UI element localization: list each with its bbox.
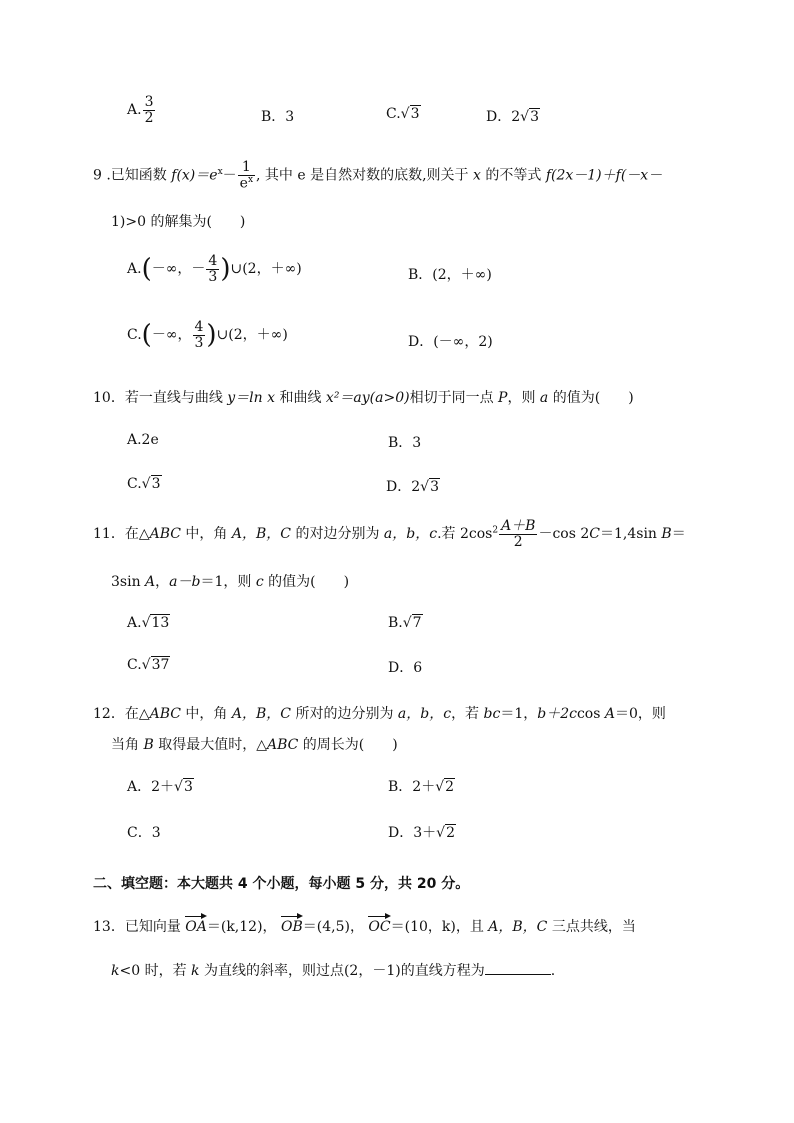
text: ，若	[451, 706, 484, 722]
option-label: A．2＋	[127, 779, 175, 795]
q9-option-a	[127, 254, 302, 284]
sqrt-symbol: √3	[400, 106, 420, 122]
option-label: D．2	[486, 109, 521, 125]
q8-option-b: B．3	[261, 109, 295, 125]
text: ＝(k,12)，	[206, 919, 277, 935]
sqrt-symbol: √3	[420, 479, 439, 495]
sqrt-symbol: √2	[436, 825, 455, 841]
variable: A	[604, 706, 615, 722]
fraction-denominator	[238, 176, 255, 191]
text: <0 时，若	[119, 963, 192, 979]
text: 9 .已知函数	[93, 167, 172, 184]
q11-option-c	[127, 657, 170, 673]
text: ＝1，	[500, 706, 538, 722]
sqrt-symbol: √37	[141, 657, 170, 673]
q11-option-b	[388, 615, 423, 631]
q10-option-b: B．3	[388, 435, 422, 451]
radicand: 2	[446, 825, 455, 841]
text: 中，角	[180, 526, 232, 543]
superscript: x	[217, 166, 223, 177]
variable: A	[145, 574, 156, 590]
option-label: A.	[127, 102, 142, 119]
fraction-numerator: A＋B	[501, 518, 536, 534]
text: , 其中 e 是自然对数的底数,则关于	[256, 167, 474, 184]
radicand: 3	[410, 106, 420, 122]
q11-option-a	[127, 615, 170, 631]
q8-option-d	[486, 106, 540, 126]
q9-option-d: D．(－∞，2)	[408, 334, 493, 350]
fraction-numerator: 4	[194, 319, 204, 335]
inequality-expr: f(2x－1)＋f(－x－	[545, 167, 663, 184]
option-label: A.	[127, 261, 142, 278]
text: 的不等式	[480, 167, 546, 184]
text: 的周长为( )	[298, 737, 398, 753]
q10-option-d	[386, 476, 440, 496]
text: －∞，	[151, 327, 192, 344]
sqrt-symbol: √3	[174, 779, 193, 795]
triangle-name: ABC	[149, 706, 181, 722]
text: ＝	[671, 526, 686, 543]
text: 所对的边分别为	[291, 706, 398, 722]
triangle-name: ABC	[266, 737, 299, 753]
text: 中，角	[180, 706, 232, 722]
text: 和曲线	[275, 390, 326, 406]
fraction-denominator: 3	[208, 268, 218, 285]
left-paren: (	[141, 320, 152, 351]
q11-stem-line2	[111, 571, 349, 591]
radicand: 3	[430, 479, 439, 495]
curve-expr: y＝ln x	[227, 390, 276, 406]
fraction	[499, 519, 537, 549]
text: 11．在△	[93, 526, 150, 543]
vector-oa: OA	[185, 913, 207, 935]
section-number: 二、	[93, 876, 121, 892]
variable: B	[661, 526, 672, 543]
text: ＝(4,5)，	[302, 919, 364, 935]
text: 12．在△	[93, 706, 150, 722]
section-title: 填空题：本大题共 4 个小题，每小题 5 分，共 20 分。	[121, 876, 470, 892]
fraction-numerator: 3	[144, 94, 154, 110]
option-label: D．2	[386, 479, 421, 495]
option-label: C.	[127, 657, 142, 673]
fraction	[143, 95, 156, 125]
option-label: C.	[127, 476, 142, 492]
answer-blank[interactable]	[485, 962, 551, 975]
text: 10．若一直线与曲线	[93, 390, 228, 406]
sides: a，b，c	[397, 706, 452, 722]
radicand: 13	[151, 615, 170, 631]
text: 三点共线，当	[547, 919, 636, 935]
angles: A，B，C	[231, 526, 291, 543]
option-label: C.	[386, 106, 401, 122]
function-expr: f(x)＝e	[171, 167, 218, 184]
q8-option-c	[386, 106, 421, 122]
fraction	[238, 160, 255, 191]
q12-option-d	[388, 822, 456, 842]
variable: C	[589, 526, 600, 543]
left-paren: (	[141, 254, 152, 285]
text: 取得最大值时，△	[153, 737, 267, 753]
fraction-denominator: 2	[513, 533, 523, 550]
fraction-denominator: 3	[194, 334, 204, 351]
variable: c	[255, 574, 264, 590]
text: 为直线的斜率，则过点(2，－1)的直线方程为	[199, 963, 485, 979]
sqrt-symbol: √13	[141, 615, 170, 631]
sqrt-symbol: √3	[520, 109, 539, 125]
text: －cos 2	[538, 526, 590, 543]
vector-oc: OC	[368, 913, 390, 935]
variable: P	[498, 390, 508, 406]
q9-option-b: B．(2，＋∞)	[408, 267, 492, 283]
q12-option-a	[127, 776, 194, 796]
q9-stem-line1	[93, 160, 662, 191]
q13-stem-line1	[93, 913, 636, 936]
variable: bc	[483, 706, 501, 722]
q12-stem-line1	[93, 703, 666, 723]
sqrt-symbol: √2	[435, 779, 455, 795]
curve-expr: x²＝ay(a>0)	[325, 390, 410, 406]
radicand: 3	[151, 476, 161, 492]
option-label: D．3＋	[388, 825, 437, 841]
option-label: C.	[127, 327, 142, 344]
option-label: A.	[127, 615, 142, 631]
fraction-denominator: 2	[144, 109, 154, 126]
radicand: 3	[530, 109, 539, 125]
variable: x	[473, 167, 481, 184]
equation-expr: a－b	[169, 574, 201, 590]
q10-stem	[93, 387, 634, 407]
text: 13．已知向量	[93, 919, 186, 935]
variable: a	[539, 390, 549, 406]
text: 3sin	[111, 574, 146, 590]
right-paren: )	[206, 320, 217, 351]
text: .若 2cos	[437, 526, 493, 543]
radicand: 37	[151, 657, 170, 673]
radicand: 3	[183, 779, 193, 795]
text: －∞，－	[151, 261, 206, 278]
q11-option-d: D．6	[388, 660, 423, 676]
text: 的值为( )	[263, 574, 350, 590]
q9-stem-line2: 1)>0 的解集为( )	[111, 214, 246, 230]
variable: k	[111, 963, 120, 979]
text: 的值为( )	[548, 390, 634, 406]
fraction-numerator: 4	[208, 253, 218, 269]
text: ＝(10，k)，且	[390, 919, 489, 935]
angles: A，B，C	[231, 706, 291, 722]
sqrt-symbol: √3	[141, 476, 161, 492]
q8-option-a	[127, 95, 156, 125]
text: ∪(2，＋∞)	[230, 261, 302, 278]
fraction-numerator: 1	[238, 160, 255, 176]
text: 的对边分别为	[291, 526, 384, 543]
text: e	[239, 175, 248, 192]
variable: k	[191, 963, 200, 979]
radicand: 7	[412, 615, 422, 631]
superscript: x	[247, 174, 254, 185]
text: ∪(2，＋∞)	[216, 327, 288, 344]
sqrt-symbol: √7	[402, 615, 422, 631]
text: ＝1,4sin	[600, 526, 662, 543]
variable: B	[143, 737, 154, 753]
vector-ob: OB	[281, 913, 303, 935]
text: ，则	[507, 390, 540, 406]
q12-option-b	[388, 776, 455, 796]
fraction	[193, 320, 206, 350]
right-paren: )	[220, 254, 231, 285]
q10-option-c	[127, 476, 162, 492]
option-label: B.	[388, 615, 403, 631]
q12-option-c: C．3	[127, 825, 161, 841]
text: cos	[576, 706, 605, 722]
q10-option-a: A.2e	[127, 432, 159, 448]
section-heading	[93, 873, 469, 893]
fraction	[206, 254, 219, 284]
text: ，	[155, 574, 170, 590]
text: ＝0，则	[615, 706, 666, 722]
q9-option-c	[127, 320, 288, 350]
text: ＝1，则	[200, 574, 256, 590]
expression: b＋2c	[537, 706, 577, 722]
option-label: B．2＋	[388, 779, 436, 795]
q12-stem-line2	[111, 734, 398, 754]
q11-stem-line1	[93, 519, 686, 549]
text: .	[550, 963, 556, 979]
points: A，B，C	[488, 919, 548, 935]
text: 相切于同一点	[409, 390, 499, 406]
text: 当角	[111, 737, 144, 753]
radicand: 2	[445, 779, 455, 795]
text: －	[222, 167, 237, 184]
triangle-name: ABC	[149, 526, 181, 543]
q13-stem-line2	[111, 960, 555, 980]
sides: a，b，c	[383, 526, 438, 543]
superscript: 2	[492, 525, 499, 536]
